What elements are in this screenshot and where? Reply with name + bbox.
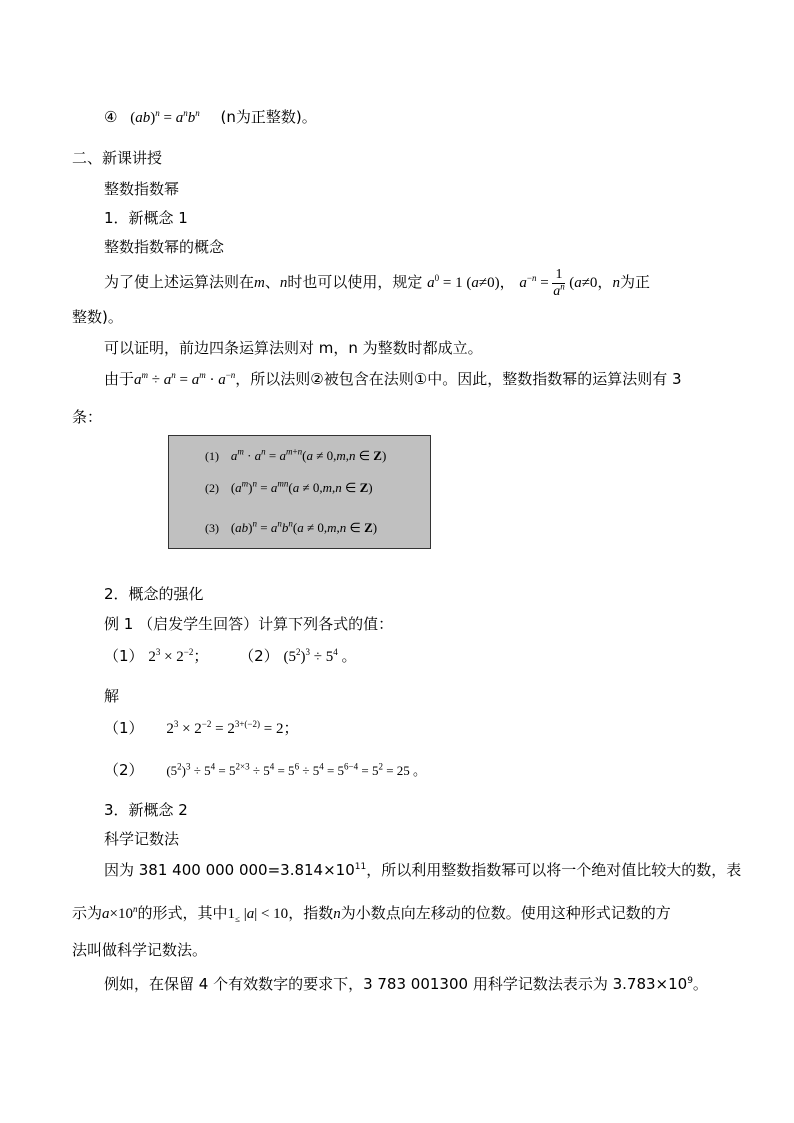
concept1-name: 整数指数幂的概念	[104, 238, 225, 256]
concept2-example	[104, 974, 708, 994]
concept1-heading: 1．新概念 1	[104, 209, 188, 227]
example-exponent: 9	[687, 976, 693, 986]
p2-suffix: ，指数	[288, 904, 334, 922]
example1-questions	[104, 646, 357, 667]
since-suffix: ，所以法则②被包含在法则①中。因此，整数指数幂的运算法则有 3	[235, 370, 682, 388]
solution-1	[104, 718, 298, 739]
range-condition: $1_\le$ |a| < 10	[227, 906, 289, 924]
section2-title: 二、新课讲授	[72, 149, 163, 167]
concept1-definition: 为了使上述运算法则在m、n时也可以使用，规定 $a^0 = 1$ (a≠0)， $a^{-n}$ = $\frac{1}{a^n}$ (a≠0，n为正	[104, 267, 650, 299]
concept2-para2: 示为$a\times 10^n$的形式，其中$1_\le$ |a| < 10，指数n为小数点向左移动的位数。使用这种形式记数的方	[72, 904, 671, 924]
concept1-since-line2: 条：	[72, 408, 103, 426]
example-prefix: 例如，在保留 4 个有效数字的要求下，3 783 001300 用科学记数法表示为 3.783×10	[104, 975, 688, 993]
definition-text-a: 为了使上述运算法则在	[104, 272, 255, 291]
since-formula: $a^m \div a^n = a^m \cdot a^{-n}$	[134, 370, 236, 388]
rule-1: (1) $a^m \cdot a^n = a^{m+n}(a \ne 0,m,n$ ∈ Z)	[205, 446, 387, 463]
q1-label: （1）	[104, 647, 144, 665]
p1-prefix: 因为 381 400 000 000=3.814×10	[104, 861, 355, 879]
item4-line	[104, 107, 317, 128]
subtitle-integer-exponents: 整数指数幂	[104, 180, 180, 198]
p2-mid: 的形式，其中	[137, 904, 228, 922]
rule-2: (2) $(a^m)^n = a^{mn}(a \ne 0,m,n$ ∈ Z)	[205, 478, 373, 495]
concept2-para1	[104, 860, 741, 880]
s2-expression: $(5^2)^3 \div 5^4 = 5^{2\times 3} \div 5^4 = 5^6 \div 5^4 = 5^{6-4} = 5^2 = 25$ 。	[166, 761, 427, 778]
since-prefix: 由于	[104, 370, 135, 388]
rule-3: (3) $(ab)^n = a^nb^n(a \ne 0,m,n$ ∈ Z)	[205, 518, 378, 535]
scientific-form: $a\times 10^n$	[102, 904, 138, 922]
p2-prefix: 示为	[72, 904, 103, 922]
definition-zero-exponent: $a^0 = 1$ (a≠0)，	[427, 272, 515, 291]
p1-suffix: ，所以利用整数指数幂可以将一个绝对值比较大的数，表	[366, 861, 742, 879]
p1-exponent: 11	[354, 862, 367, 872]
solution-label: 解	[104, 687, 120, 705]
exponent-rules-box	[168, 435, 431, 549]
concept1-prove-text: 可以证明，前边四条运算法则对 m，n 为整数时都成立。	[104, 339, 483, 357]
item4-note: (n为正整数)。	[220, 108, 317, 126]
definition-text-b: 时也可以使用，规定	[287, 272, 423, 291]
definition-text-end: 为正	[619, 272, 650, 291]
s1-label: （1）	[104, 719, 144, 737]
example1-title: 例 1 （启发学生回答）计算下列各式的值：	[104, 615, 394, 633]
concept1-since-line	[104, 369, 682, 390]
example-end: 。	[692, 975, 708, 993]
concept-strengthen-heading: 2．概念的强化	[104, 585, 204, 603]
item4-formula: $(ab)^n = a^nb^n$	[130, 108, 200, 126]
q2-label: （2）	[239, 647, 279, 665]
q2-expression: $(5^2)^3 \div 5^4$ 。	[283, 647, 357, 665]
s1-expression: $2^3 \times 2^{-2} = 2^{3+(-2)} = 2$；	[166, 719, 299, 737]
concept2-name: 科学记数法	[104, 830, 180, 848]
concept1-definition-line2: 整数)。	[72, 308, 123, 326]
definition-mn: m	[254, 274, 265, 291]
concept2-heading: 3．新概念 2	[104, 801, 188, 819]
definition-negative-exponent: $a^{-n}$ = $\frac{1}{a^n}$ (a≠0，n	[519, 267, 620, 299]
item4-marker: ④	[104, 108, 118, 126]
concept2-para3: 法叫做科学记数法。	[72, 941, 208, 959]
solution-2	[104, 760, 426, 781]
s2-label: （2）	[104, 761, 144, 779]
q1-expression: $2^3 \times 2^{-2}$；	[148, 647, 209, 665]
p2-end: 为小数点向左移动的位数。使用这种形式记数的方	[340, 904, 671, 922]
